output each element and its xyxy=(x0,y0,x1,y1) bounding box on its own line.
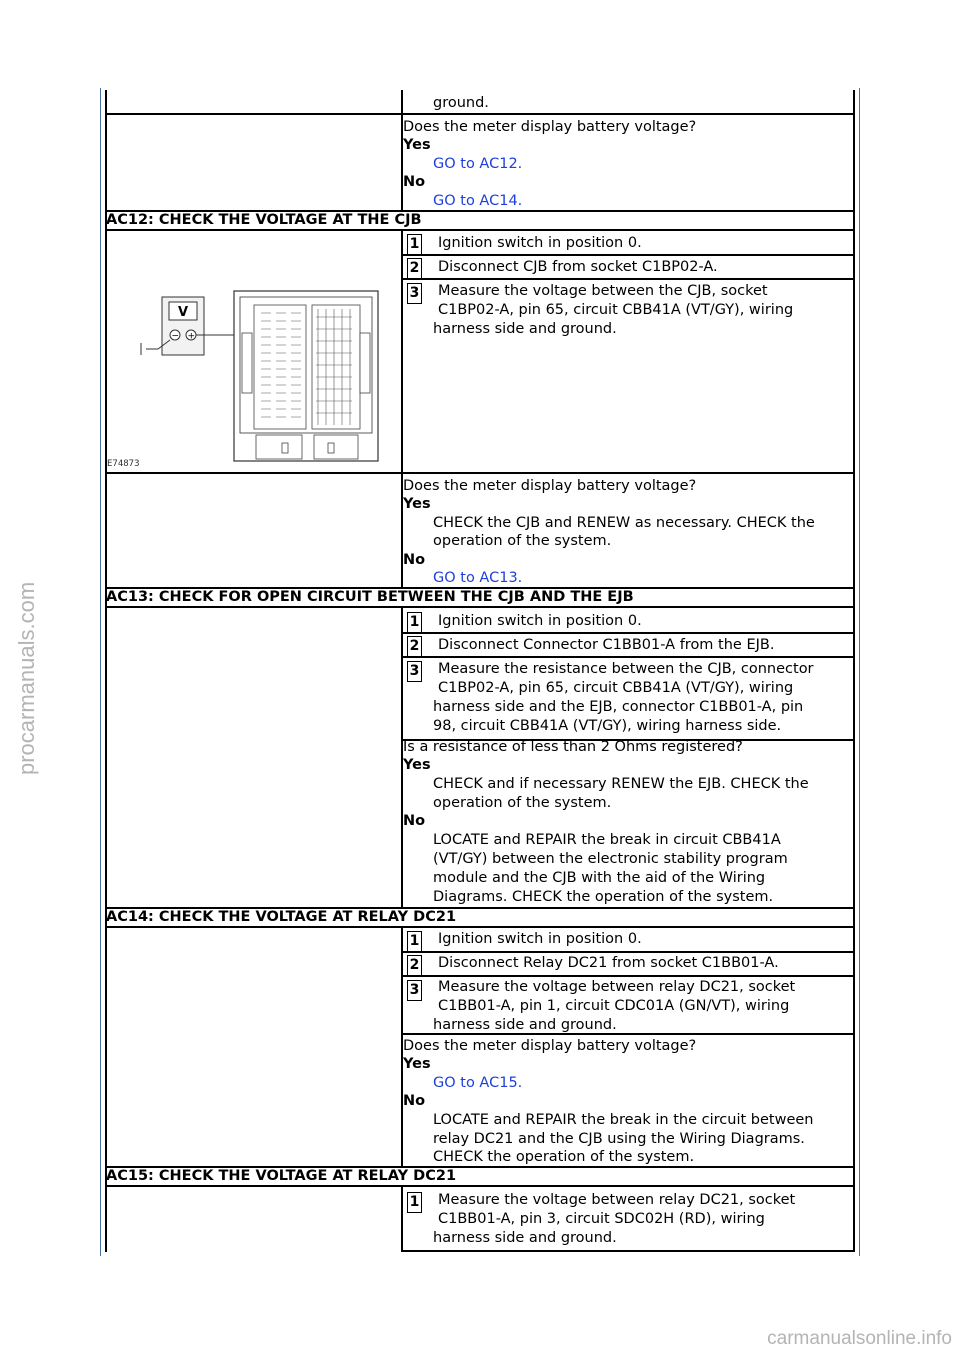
step-text: harness side and the EJB, connector C1BB01-A, pin xyxy=(433,699,804,715)
yes-label: Yes xyxy=(403,757,431,773)
side-watermark: procarmanuals.com xyxy=(14,581,39,775)
step-text: C1BP02-A, pin 65, circuit CBB41A (VT/GY), wiring xyxy=(438,302,794,318)
yes-label: Yes xyxy=(403,137,431,153)
ac15-heading: AC15: CHECK THE VOLTAGE AT RELAY DC21 xyxy=(106,1168,457,1184)
no-action-text: relay DC21 and the CJB using the Wiring Diagrams. xyxy=(433,1131,805,1147)
left-margin-line xyxy=(100,88,101,1256)
figure-caption: E74873 xyxy=(107,459,140,469)
no-action-text: LOCATE and REPAIR the break in the circuit between xyxy=(433,1112,814,1128)
question-text: Does the meter display battery voltage? xyxy=(403,1038,697,1054)
yes-action-text: CHECK the CJB and RENEW as necessary. CHECK the xyxy=(433,515,815,531)
right-margin-line xyxy=(859,88,860,1256)
step-text: Disconnect CJB from socket C1BP02-A. xyxy=(438,259,718,275)
step-text: C1BB01-A, pin 1, circuit CDC01A (GN/VT), wiring xyxy=(438,998,790,1014)
step-number: 1 xyxy=(407,931,422,952)
yes-action-text: operation of the system. xyxy=(433,795,612,811)
step-text: harness side and ground. xyxy=(433,1017,617,1033)
step-text: 98, circuit CBB41A (VT/GY), wiring harness side. xyxy=(433,718,782,734)
meter-label: V xyxy=(178,305,189,320)
question-text: Does the meter display battery voltage? xyxy=(403,478,697,494)
step-text: Ignition switch in position 0. xyxy=(438,235,642,251)
connector-diagram xyxy=(106,285,398,470)
step-number: 3 xyxy=(407,283,422,304)
plus-symbol: + xyxy=(187,331,196,342)
ac14-heading: AC14: CHECK THE VOLTAGE AT RELAY DC21 xyxy=(106,909,457,925)
step-text: Measure the resistance between the CJB, connector xyxy=(438,661,814,677)
question-text: Does the meter display battery voltage? xyxy=(403,119,697,135)
yes-action-text: operation of the system. xyxy=(433,533,612,549)
no-action-text: Diagrams. CHECK the operation of the system. xyxy=(433,889,774,905)
step-text: Ignition switch in position 0. xyxy=(438,931,642,947)
goto-ac14-link[interactable]: GO to AC14. xyxy=(433,193,523,209)
step-text: harness side and ground. xyxy=(433,321,617,337)
step-text: harness side and ground. xyxy=(433,1230,617,1246)
step-text: Measure the voltage between the CJB, socket xyxy=(438,283,768,299)
step-text: Measure the voltage between relay DC21, socket xyxy=(438,979,796,995)
yes-label: Yes xyxy=(403,496,431,512)
step-number: 2 xyxy=(407,636,422,657)
goto-ac15-link[interactable]: GO to AC15. xyxy=(433,1075,523,1091)
no-label: No xyxy=(403,1093,426,1109)
step-text: C1BP02-A, pin 65, circuit CBB41A (VT/GY), wiring xyxy=(438,680,794,696)
bottom-watermark: carmanualsonline.info xyxy=(767,1328,952,1349)
no-action-text: module and the CJB with the aid of the Wiring xyxy=(433,870,766,886)
yes-action-text: CHECK and if necessary RENEW the EJB. CHECK the xyxy=(433,776,809,792)
question-text: Is a resistance of less than 2 Ohms registered? xyxy=(403,739,743,755)
step-text: Ignition switch in position 0. xyxy=(438,613,642,629)
step-text: C1BB01-A, pin 3, circuit SDC02H (RD), wiring xyxy=(438,1211,765,1227)
ac13-heading: AC13: CHECK FOR OPEN CIRCUIT BETWEEN THE CJB AND THE EJB xyxy=(106,589,634,605)
step-number: 3 xyxy=(407,980,422,1001)
no-label: No xyxy=(403,813,426,829)
goto-ac12-link[interactable]: GO to AC12. xyxy=(433,156,523,172)
step-number: 2 xyxy=(407,258,422,279)
ground-text: ground. xyxy=(433,95,489,111)
step-number: 1 xyxy=(407,612,422,633)
no-action-text: CHECK the operation of the system. xyxy=(433,1149,695,1165)
step-number: 2 xyxy=(407,955,422,976)
step-text: Disconnect Connector C1BB01-A from the EJB. xyxy=(438,637,775,653)
no-action-text: (VT/GY) between the electronic stability program xyxy=(433,851,788,867)
step-number: 3 xyxy=(407,661,422,682)
step-text: Disconnect Relay DC21 from socket C1BB01-A. xyxy=(438,955,779,971)
step-text: Measure the voltage between relay DC21, socket xyxy=(438,1192,796,1208)
no-label: No xyxy=(403,552,426,568)
minus-symbol: − xyxy=(171,331,180,342)
step-number: 1 xyxy=(407,1192,422,1213)
yes-label: Yes xyxy=(403,1056,431,1072)
no-action-text: LOCATE and REPAIR the break in circuit CBB41A xyxy=(433,832,781,848)
goto-ac13-link[interactable]: GO to AC13. xyxy=(433,570,523,586)
no-label: No xyxy=(403,174,426,190)
step-number: 1 xyxy=(407,234,422,255)
ac12-heading: AC12: CHECK THE VOLTAGE AT THE CJB xyxy=(106,212,422,228)
